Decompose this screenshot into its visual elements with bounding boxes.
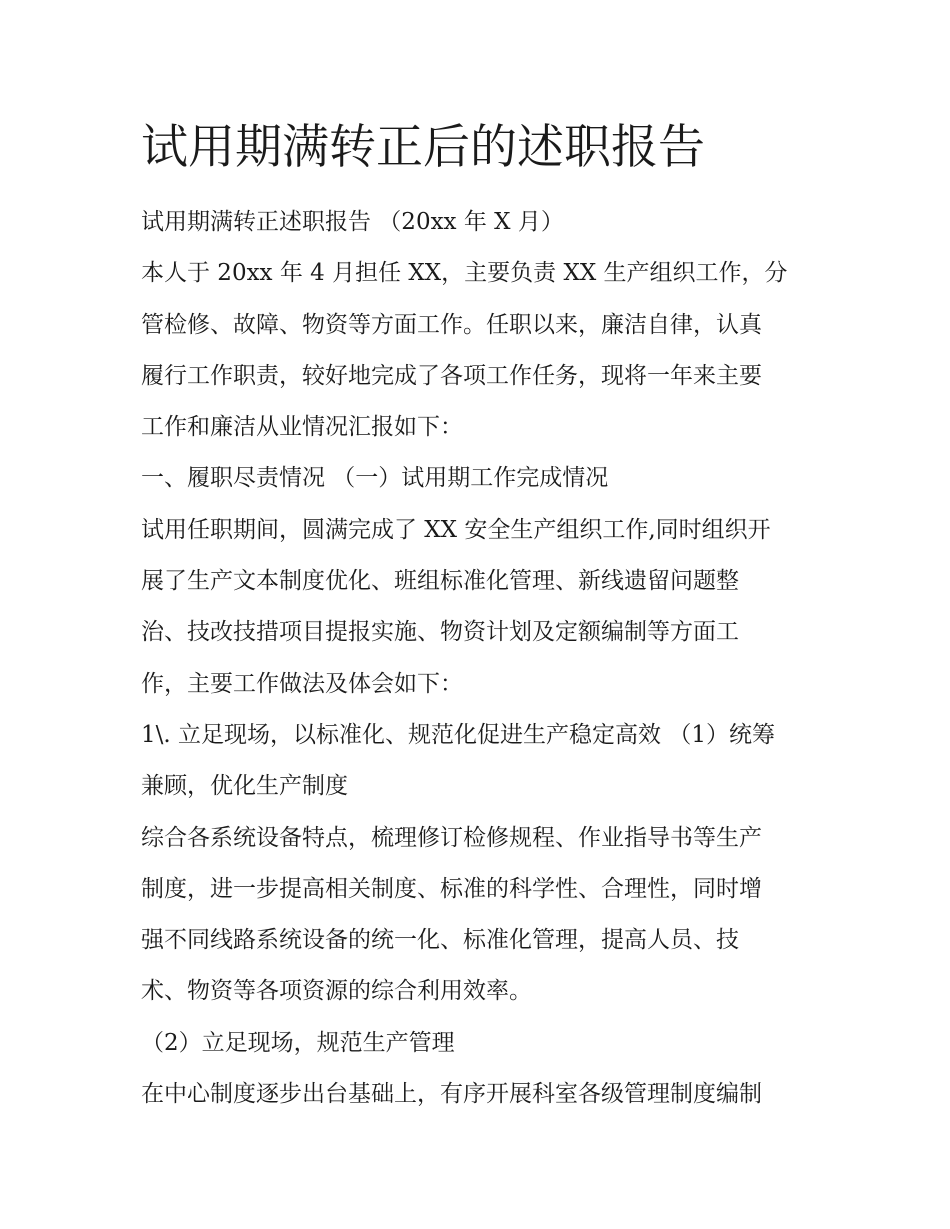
body-line: 作，主要工作做法及体会如下：	[141, 670, 463, 697]
subsection-heading: 兼顾，优化生产制度	[141, 773, 348, 800]
body-line: 展了生产文本制度优化、班组标准化管理、新线遗留问题整	[141, 568, 739, 595]
body-line: 制度，进一步提高相关制度、标准的科学性、合理性，同时增	[141, 875, 762, 902]
subsection-heading: 1\. 立足现场，以标准化、规范化促进生产稳定高效 （1）统筹	[141, 721, 775, 748]
body-line: 治、技改技措项目提报实施、物资计划及定额编制等方面工	[141, 619, 739, 646]
body-line: 在中心制度逐步出台基础上，有序开展科室各级管理制度编制	[141, 1081, 762, 1108]
subsection-heading: （2）立足现场，规范生产管理	[141, 1029, 455, 1056]
body-line: 强不同线路系统设备的统一化、标准化管理，提高人员、技	[141, 927, 739, 954]
body-line: 试用期满转正述职报告 （20xx 年 X 月）	[141, 209, 564, 235]
body-line: 术、物资等各项资源的综合利用效率。	[141, 978, 532, 1005]
body-line: 管检修、故障、物资等方面工作。任职以来，廉洁自律，认真	[141, 311, 762, 338]
body-line: 试用任职期间，圆满完成了 XX 安全生产组织工作,同时组织开	[141, 516, 771, 543]
body-line: 综合各系统设备特点，梳理修订检修规程、作业指导书等生产	[141, 824, 762, 851]
section-heading: 一、履职尽责情况 （一）试用期工作完成情况	[141, 465, 609, 492]
body-line: 本人于 20xx 年 4 月担任 XX，主要负责 XX 生产组织工作，分	[141, 260, 788, 287]
document-title: 试用期满转正后的述职报告	[141, 120, 705, 175]
body-line: 履行工作职责，较好地完成了各项工作任务，现将一年来主要	[141, 362, 762, 389]
body-line: 工作和廉洁从业情况汇报如下：	[141, 414, 463, 441]
document-body	[141, 197, 821, 1120]
